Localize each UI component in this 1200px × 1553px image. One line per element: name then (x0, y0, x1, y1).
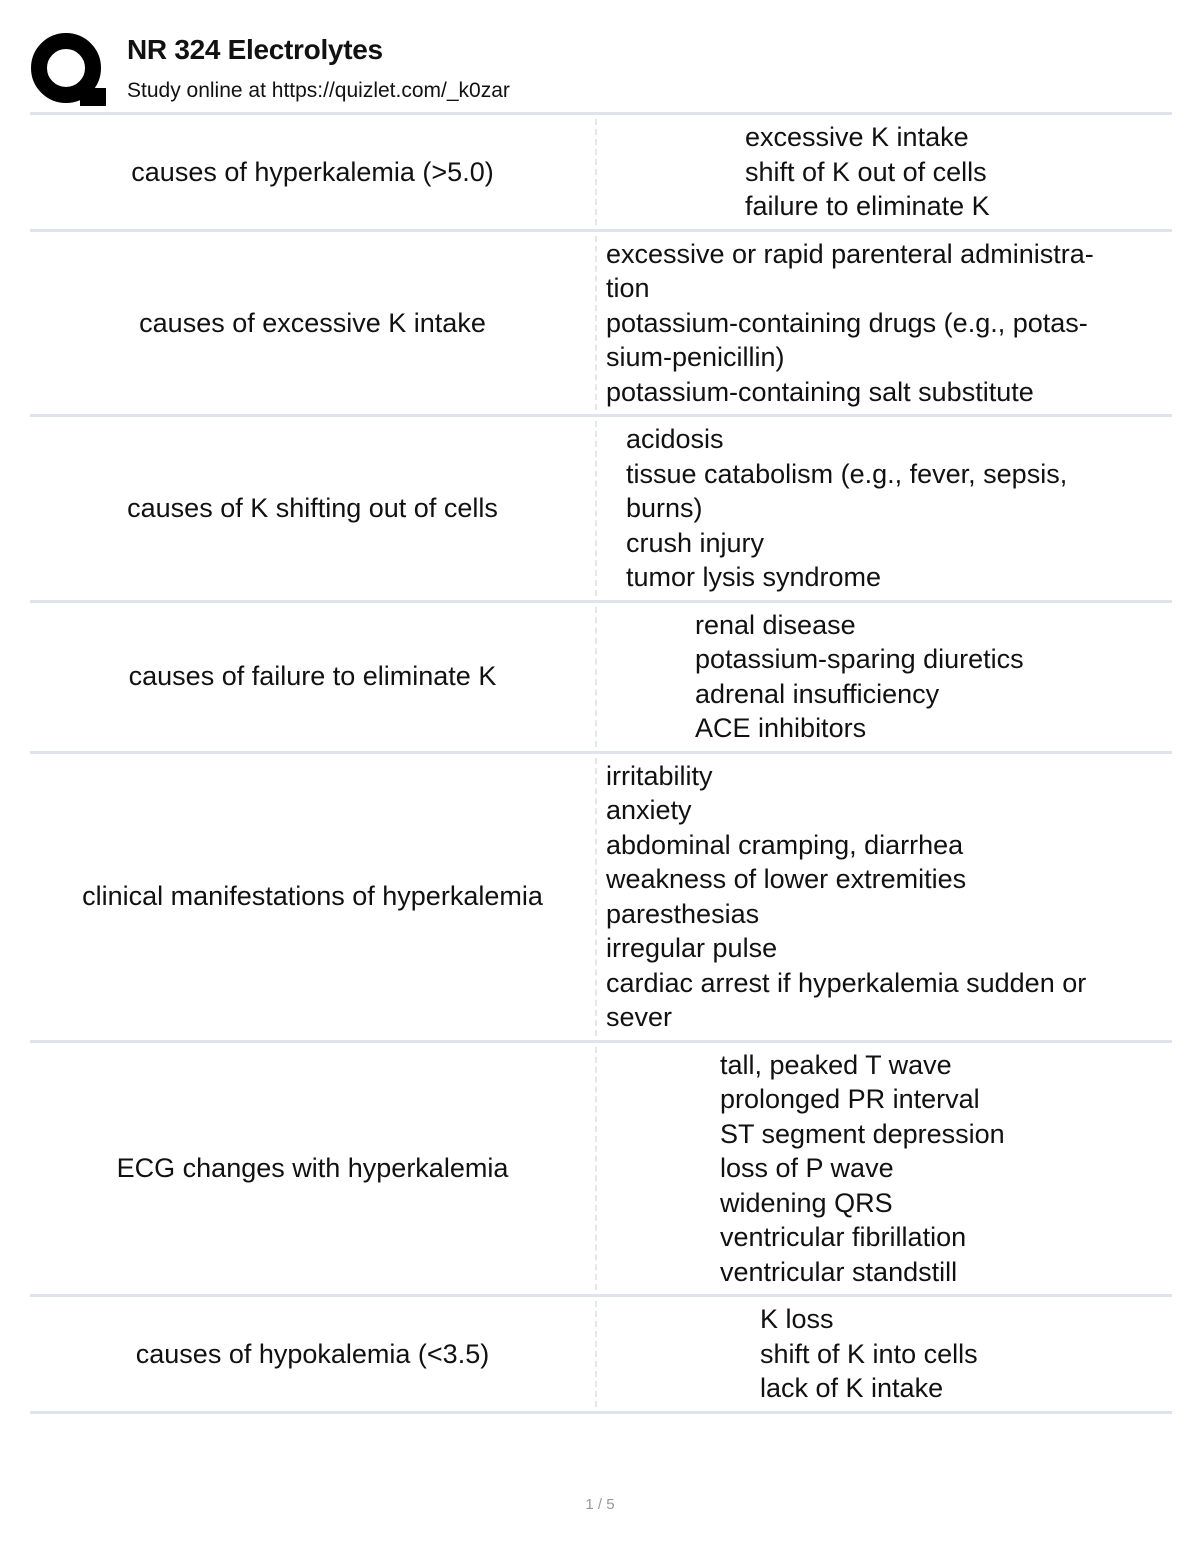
flashcard-term: ECG changes with hyperkalemia (116, 1153, 509, 1183)
definition-line: irritability (606, 760, 713, 791)
definition-line: ventricular standstill (720, 1256, 958, 1287)
flashcard-row (30, 1043, 1172, 1298)
definition-line: renal disease (695, 609, 856, 640)
definition-line: ventricular fibrillation (720, 1222, 967, 1252)
flashcard-definition (600, 417, 1172, 600)
flashcard-row (30, 754, 1172, 1043)
definition-line: cardiac arrest if hyperkalemia sudden or (606, 967, 1087, 998)
flashcard-row (30, 232, 1172, 418)
definition-line: tissue catabolism (e.g., fever, sepsis, (626, 458, 1068, 489)
definition-line: tumor lysis syndrome (626, 562, 882, 592)
flashcard-definition (600, 1043, 1172, 1295)
definition-line: sever (606, 1002, 673, 1032)
flashcard-term: causes of K shifting out of cells (127, 493, 498, 523)
flashcard-row (30, 1297, 1172, 1414)
flashcard-term: causes of excessive K intake (139, 307, 486, 338)
definition-line: adrenal insufficiency (695, 678, 940, 709)
definition-line: ST segment depression (720, 1118, 1005, 1149)
quizlet-logo-icon (30, 32, 106, 108)
definition-line: potassium-containing salt substitute (606, 376, 1034, 407)
definition-line: tion (606, 273, 650, 303)
definition-line: K loss (760, 1304, 834, 1334)
page-title: NR 324 Electrolytes (127, 34, 383, 65)
flashcard-definition (600, 754, 1172, 1040)
definition-line: crush injury (626, 527, 765, 558)
definition-line: widening QRS (720, 1187, 893, 1218)
definition-line: loss of P wave (720, 1153, 894, 1183)
flashcard-list (30, 112, 1172, 1414)
study-link-text: Study online at https://quizlet.com/_k0zar (127, 79, 510, 102)
definition-line: excessive or rapid parenteral administra- (606, 238, 1094, 269)
flashcard-definition (600, 232, 1172, 415)
flashcard-row (30, 115, 1172, 232)
definition-line: lack of K intake (760, 1373, 944, 1403)
definition-line: sium-penicillin) (606, 342, 785, 372)
definition-line: tall, peaked T wave (720, 1049, 952, 1080)
definition-line: failure to eliminate K (745, 191, 990, 221)
definition-line: anxiety (606, 795, 692, 825)
flashcard-definition (600, 1297, 1172, 1411)
definition-line: irregular pulse (606, 933, 778, 963)
definition-line: shift of K out of cells (745, 156, 987, 187)
definition-line: excessive K intake (745, 122, 969, 152)
definition-line: prolonged PR interval (720, 1084, 980, 1114)
definition-line: weakness of lower extremities (606, 864, 967, 894)
flashcard-term: causes of hyperkalemia (>5.0) (131, 156, 494, 187)
definition-line: ACE inhibitors (695, 713, 867, 743)
flashcard-definition (600, 603, 1172, 751)
flashcard-definition (600, 115, 1172, 229)
page-number: 1 / 5 (585, 1496, 615, 1513)
flashcard-row (30, 603, 1172, 754)
definition-line: potassium-sparing diuretics (695, 644, 1024, 674)
definition-line: acidosis (626, 424, 724, 454)
definition-line: potassium-containing drugs (e.g., potas- (606, 307, 1088, 338)
definition-line: burns) (626, 493, 703, 523)
flashcard-term: causes of failure to eliminate K (128, 661, 497, 692)
definition-line: shift of K into cells (760, 1338, 978, 1369)
flashcard-term: causes of hypokalemia (<3.5) (135, 1338, 490, 1369)
flashcard-term: clinical manifestations of hyperkalemia (82, 881, 543, 912)
definition-line: paresthesias (606, 898, 760, 929)
definition-line: abdominal cramping, diarrhea (606, 829, 964, 860)
page-header (30, 28, 1170, 108)
flashcard-row (30, 417, 1172, 603)
